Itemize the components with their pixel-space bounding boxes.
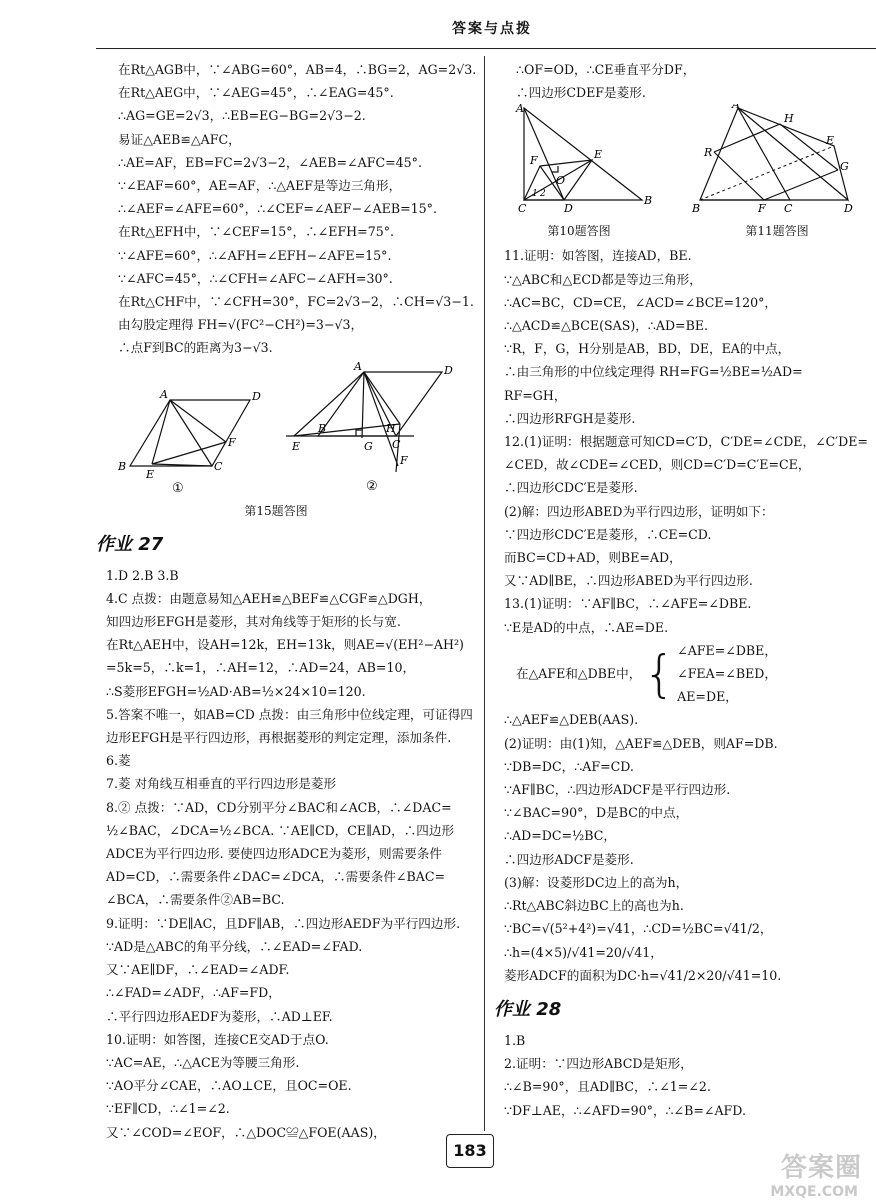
page-header bbox=[0, 0, 876, 52]
text-line: ∴四边形CDC′E是菱形. bbox=[504, 480, 638, 496]
watermark-url: MXQE.COM bbox=[770, 1184, 858, 1200]
text-line: ADCE为平行四边形. 要使四边形ADCE为菱形，则需要条件 bbox=[106, 846, 442, 862]
text-line: 知四边形EFGH是菱形，其对角线等于矩形的长与宽. bbox=[106, 614, 401, 630]
text-line: ∵∠AFC=45°，∴∠CFH=∠AFC−∠AFH=30°. bbox=[118, 270, 393, 286]
text-line: ∵四边形CDC′E是菱形，∴CE=CD. bbox=[504, 526, 712, 542]
figures-10-11 bbox=[494, 104, 876, 244]
text-line: ∵AF∥BC，∴四边形ADCF是平行四边形. bbox=[504, 782, 731, 798]
text-line: 8.② 点拨：∵AD，CD分别平分∠BAC和∠ACB，∴∠DAC= bbox=[106, 799, 452, 815]
text-line: 在Rt△CHF中，∵∠CFH=30°，FC=2√3−2，∴CH=√3−1. bbox=[118, 294, 474, 310]
right-column bbox=[494, 58, 876, 1122]
fig15-2-label-G: G bbox=[364, 439, 373, 453]
text-line: ∠AFE=∠DBE， bbox=[677, 642, 777, 658]
text-line: ∵R，F，G，H分别是AB，BD，DE，EA的中点， bbox=[504, 341, 791, 357]
fig10-label-O: O bbox=[556, 174, 566, 188]
text-line: 边形EFGH是平行四边形，再根据菱形的判定定理，添加条件. bbox=[106, 730, 452, 746]
left-brace: { bbox=[643, 644, 676, 703]
text-line: ∴S菱形EFGH=½AD·AB=½×24×10=120. bbox=[106, 683, 366, 699]
fig10-label-B: B bbox=[644, 194, 653, 208]
right-text-block-a bbox=[494, 58, 876, 104]
right-text-block-c bbox=[494, 708, 876, 986]
text-line: ∵AO平分∠CAE，∴AO⊥CE，且OC=OE. bbox=[106, 1078, 352, 1094]
text-line: ∵AC=AE，∴△ACE为等腰三角形. bbox=[106, 1054, 300, 1070]
fig10-label-F: F bbox=[530, 154, 538, 168]
watermark-logo: 答案圈 bbox=[780, 1153, 862, 1183]
header-rule bbox=[96, 48, 876, 49]
text-line: 9.证明：∵DE∥AC，且DF∥AB，∴四边形AEDF为平行四边形. bbox=[106, 915, 461, 931]
fig15-2-label-H: H bbox=[386, 421, 396, 435]
text-line: 10.证明：如答图，连接CE交AD于点O. bbox=[106, 1031, 329, 1047]
text-line: 在Rt△EFH中，∵∠CEF=15°，∴∠EFH=75°. bbox=[118, 224, 395, 240]
text-line: 由勾股定理得 FH=√(FC²−CH²)=3−√3， bbox=[118, 317, 364, 333]
text-line: ∴AE=AF，EB=FC=2√3−2，∠AEB=∠AFC=45°. bbox=[118, 154, 422, 170]
text-line: ∴h=(4×5)/√41=20/√41， bbox=[504, 944, 663, 960]
fig11-label-E: E bbox=[826, 134, 835, 148]
fig10-label-D: D bbox=[564, 202, 573, 216]
text-line: ∵DF⊥AE，∴∠AFD=90°，∴∠B=∠AFD. bbox=[504, 1102, 746, 1118]
text-line: 2.证明：∵四边形ABCD是矩形， bbox=[504, 1056, 693, 1072]
text-line: 11.证明：如答图，连接AD，BE. bbox=[504, 248, 692, 264]
text-line: ∵EF∥CD，∴∠1=∠2. bbox=[106, 1101, 230, 1117]
fig15-2-label-D: D bbox=[444, 363, 453, 377]
figure-11-caption: 第11题答图 bbox=[745, 224, 809, 239]
fig11-label-H: H bbox=[784, 112, 794, 126]
figure-15 bbox=[96, 360, 472, 522]
figure-10-caption: 第10题答图 bbox=[547, 224, 611, 239]
fig15-2-label-F: F bbox=[400, 453, 408, 467]
fig15-2-label-A: A bbox=[354, 359, 362, 373]
fig15-label-1: ① bbox=[172, 480, 184, 496]
text-line: ∵E是AD的中点，∴AE=DE. bbox=[504, 619, 669, 635]
fig11-label-C: C bbox=[784, 202, 793, 216]
fig15-label-C: C bbox=[214, 459, 223, 473]
fig10-label-1: 1 bbox=[532, 189, 538, 200]
text-line: ∵∠AFE=60°，∴∠AFH=∠EFH−∠AFE=15°. bbox=[118, 247, 392, 263]
text-line: ∴四边形RFGH是菱形. bbox=[504, 410, 636, 426]
fig11-label-B: B bbox=[692, 202, 701, 216]
text-line: 又∵AE∥DF，∴∠EAD=∠ADF. bbox=[106, 962, 290, 978]
text-line: ∴Rt△ABC斜边BC上的高也为h. bbox=[504, 898, 684, 914]
text-line: ∴四边形CDEF是菱形. bbox=[516, 85, 646, 101]
fig15-label-D: D bbox=[252, 389, 261, 403]
column-divider bbox=[484, 56, 485, 1131]
brace-system bbox=[494, 639, 876, 709]
right-text-block-b bbox=[494, 244, 876, 638]
fig10-label-A: A bbox=[516, 104, 524, 116]
text-line: ∴△ACD≌△BCE(SAS)，∴AD=BE. bbox=[504, 318, 709, 334]
left-text-block-b bbox=[96, 564, 472, 1144]
text-line: 1.D 2.B 3.B bbox=[106, 567, 179, 583]
text-line: ∵∠BAC=90°，D是BC的中点， bbox=[504, 805, 689, 821]
text-line: 5.答案不唯一，如AB=CD 点拨：由三角形中位线定理，可证得四 bbox=[106, 706, 473, 722]
text-line: ∴OF=OD，∴CE垂直平分DF， bbox=[516, 62, 696, 77]
homework-28-title: 作业 28 bbox=[494, 998, 562, 1020]
text-line: 菱形ADCF的面积为DC·h=√41/2×20/√41=10. bbox=[504, 967, 782, 983]
text-line: ∠CED，故∠CDE=∠CED，则CD=C′D=C′E=CE， bbox=[504, 457, 811, 473]
brace-intro: 在△AFE和△DBE中， bbox=[516, 666, 642, 682]
left-column bbox=[96, 58, 477, 1144]
text-line: ∵DB=DC，∴AF=CD. bbox=[504, 758, 634, 774]
text-line: 6.菱 bbox=[106, 753, 131, 769]
text-line: 7.菱 对角线互相垂直的平行四边形是菱形 bbox=[106, 776, 337, 792]
homework-27-title: 作业 27 bbox=[96, 533, 164, 555]
fig15-2-label-B: B bbox=[318, 421, 327, 435]
fig10-label-E: E bbox=[594, 148, 603, 162]
text-line: 4.C 点拨：由题意易知△AEH≌△BEF≌△CGF≌△DGH， bbox=[106, 590, 432, 606]
brace-lines bbox=[677, 639, 777, 709]
text-line: ∵△ABC和△ECD都是等边三角形， bbox=[504, 271, 702, 287]
text-line: ∴AC=BC，CD=CE，∠ACD=∠BCE=120°， bbox=[504, 294, 778, 310]
fig11-label-R: R bbox=[704, 146, 713, 160]
text-line: 易证△AEB≌△AFC， bbox=[118, 131, 241, 147]
text-line: AD=CD，∴需要条件∠DAC=∠DCA，∴需要条件∠BAC= bbox=[106, 869, 446, 885]
fig15-2-label-E: E bbox=[292, 439, 301, 453]
text-line: ∴∠FAD=∠ADF，∴AF=FD， bbox=[106, 985, 281, 1001]
text-line: =5k=5，∴k=1，∴AH=12，∴AD=24，AB=10， bbox=[106, 660, 416, 676]
text-line: 又∵AD∥BE，∴四边形ABED为平行四边形. bbox=[504, 573, 753, 589]
text-line: 又∵∠COD=∠EOF，∴△DOC≌△FOE(AAS)， bbox=[106, 1124, 386, 1140]
text-line: 12.(1)证明：根据题意可知CD=C′D，C′DE=∠CDE，∠C′DE= bbox=[504, 434, 868, 450]
fig15-label-B: B bbox=[118, 459, 127, 473]
figures-10-11-drawing bbox=[494, 104, 874, 222]
text-line: RF=GH， bbox=[504, 387, 567, 403]
text-line: ∴△AEF≌△DEB(AAS). bbox=[504, 712, 639, 728]
right-text-block-d bbox=[494, 1029, 876, 1122]
text-line: 13.(1)证明：∵AF∥BC，∴∠AFE=∠DBE. bbox=[504, 596, 752, 612]
fig11-label-F: F bbox=[758, 202, 766, 216]
text-line: (2)证明：由(1)知，△AEF≌△DEB，则AF=DB. bbox=[504, 735, 778, 751]
left-text-block-a bbox=[96, 58, 477, 360]
text-line: ½∠BAC，∠DCA=½∠BCA. ∵AE∥CD，CE∥AD，∴四边形 bbox=[106, 822, 455, 838]
fig11-label-G: G bbox=[840, 160, 849, 174]
text-line: ∴由三角形的中位线定理得 RH=FG=½BE=½AD= bbox=[504, 364, 803, 380]
fig10-label-2: 2 bbox=[540, 189, 546, 200]
fig10-label-C: C bbox=[518, 202, 527, 216]
fig15-label-E: E bbox=[146, 467, 155, 481]
text-line: AE=DE， bbox=[677, 689, 738, 705]
text-line: ∴∠AEF=∠AFE=60°，∴∠CEF=∠AEF−∠AEB=15°. bbox=[118, 201, 437, 217]
text-line: ∴∠B=90°，且AD∥BC，∴∠1=∠2. bbox=[504, 1079, 711, 1095]
text-line: 而BC=CD+AD，则BE=AD， bbox=[504, 550, 682, 566]
fig11-label-D: D bbox=[844, 202, 853, 216]
text-line: ∴点F到BC的距离为3−√3. bbox=[118, 340, 273, 356]
text-line: ∵BC=√(5²+4²)=√41，∴CD=½BC=√41/2， bbox=[504, 921, 773, 937]
figure-15-drawing bbox=[96, 360, 472, 500]
text-line: ∴AD=DC=½BC， bbox=[504, 828, 616, 844]
fig15-label-2: ② bbox=[366, 478, 378, 494]
text-line: (3)解：设菱形DC边上的高为h， bbox=[504, 874, 689, 890]
fig15-label-F: F bbox=[228, 435, 236, 449]
text-line: (2)解：四边形ABED为平行四边形，证明如下： bbox=[504, 503, 774, 519]
text-line: 在Rt△AEG中，∵∠AEG=45°，∴∠EAG=45°. bbox=[118, 85, 394, 101]
text-line: ∠BCA，∴需要条件②AB=BC. bbox=[106, 892, 285, 908]
text-line: 在Rt△AEH中，设AH=12k，EH=13k，则AE=√(EH²−AH²) bbox=[106, 637, 464, 653]
text-line: 1.B bbox=[504, 1032, 526, 1048]
fig11-label-A: A bbox=[732, 104, 740, 112]
page-number: 183 bbox=[446, 1134, 494, 1168]
text-line: ∴四边形ADCF是菱形. bbox=[504, 851, 634, 867]
fig15-2-label-C: C bbox=[392, 437, 401, 451]
text-line: ∴平行四边形AEDF为菱形，∴AD⊥EF. bbox=[106, 1008, 333, 1024]
header-title: 答案与点拨 bbox=[452, 21, 532, 37]
text-line: ∵∠EAF=60°，AE=AF，∴△AEF是等边三角形， bbox=[118, 178, 402, 194]
fig15-label-A: A bbox=[160, 387, 168, 401]
text-line: 在Rt△AGB中，∵∠ABG=60°，AB=4，∴BG=2，AG=2√3. bbox=[118, 62, 477, 77]
text-line: ∵AD是△ABC的角平分线，∴∠EAD=∠FAD. bbox=[106, 938, 363, 954]
text-line: ∴AG=GE=2√3，∴EB=EG−BG=2√3−2. bbox=[118, 108, 366, 124]
text-line: ∠FEA=∠BED， bbox=[677, 666, 777, 682]
figure-15-caption: 第15题答图 bbox=[244, 503, 308, 518]
